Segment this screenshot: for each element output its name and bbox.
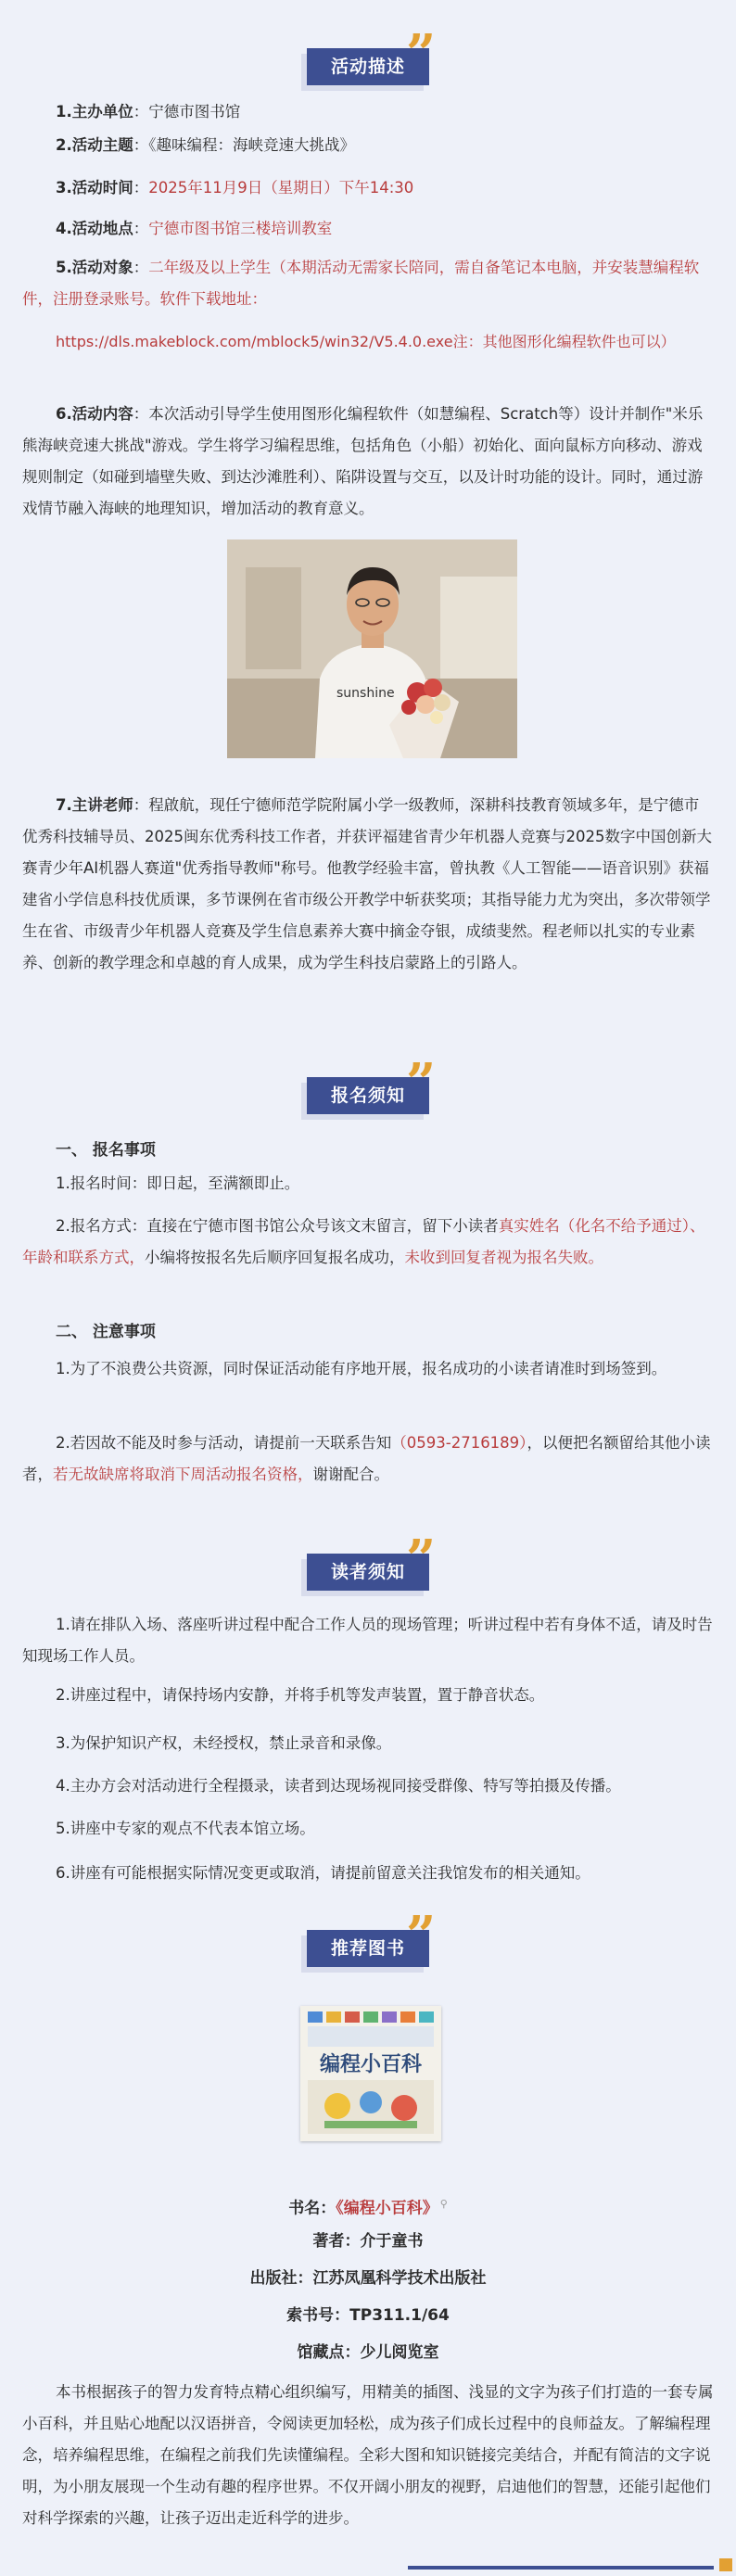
book-name-link[interactable]: 《编程小百科》 [336,2199,438,2218]
cover-title: 编程小百科 [319,2052,423,2076]
quote-mark-icon: ” [406,23,437,84]
quote-mark-icon: ” [406,1529,437,1590]
signup-item-2: 2.报名方式：直接在宁德市图书馆公众号该文末留言，留下小读者真实姓名（化名不给予通过）、年龄和联系方式，小编将按报名先后顺序回复报名成功，未收到回复者视为报名失败。 [22,1217,705,1266]
footer-divider [408,2566,714,2570]
reader-item-4: 4.主办方会对活动进行全程摄录，读者到达现场视同接受群像、特写等拍摄及传播。 [56,1777,621,1795]
organizer-line: 1.主办单位：宁德市图书馆 [56,103,241,121]
section-header-books [0,1905,736,1974]
notice-item-1: 1.为了不浪费公共资源，同时保证活动能有序地开展，报名成功的小读者请准时到场签到。 [56,1360,667,1377]
signup-item-1: 1.报名时间：即日起，至满额即止。 [56,1174,300,1192]
reader-item-1: 1.请在排队入场、落座听讲过程中配合工作人员的现场管理；听讲过程中若有身体不适，请及时告知现场工作人员。 [22,1616,713,1665]
book-cover [300,2006,441,2141]
teacher-line: 7.主讲老师：程啟航，现任宁德师范学院附属小学一级教师，深耕科技教育领域多年，是宁德市优秀科技辅导员、2025闽东优秀科技工作者，并获评福建省青少年机器人竞赛与2025数字中国创新大赛青少年AI机器人赛道"优秀指导教师"称号。他教学经验丰富，曾执教《人工智能——语音识别》获福建省小学信息科技优质课，多节课例在省市级公开教学中斩获奖项；其指导能力尤为突出，多次带领学生在省、市级青少年机器人竞赛及学生信息素养大赛中摘金夺银，成绩斐然。程老师以扎实的专业素养、创新的教学理念和卓越的育人成果，成为学生科技启蒙路上的引路人。 [22,796,712,971]
reader-item-2: 2.讲座过程中，请保持场内安静，并将手机等发声装置，置于静音状态。 [56,1686,545,1704]
download-line: https://dls.makeblock.com/mblock5/win32/V5.4.0.exe注：其他图形化编程软件也可以） [56,333,676,350]
shirt-text: sunshine [336,686,395,701]
book-author: 著者：介于童书 [312,2232,424,2251]
content-line: 6.活动内容：本次活动引导学生使用图形化编程软件（如慧编程、Scratch等）设计并制作"米乐熊海峡竞速大挑战"游戏。学生将学习编程思维，包括角色（小船）初始化、面向鼠标方向移动、游戏规则制定（如碰到墙壁失败、到达沙滩胜利）、陷阱设置与交互，以及计时功能的设计。同时，通过游戏情节融入海峡的地理知识，增加活动的教育意义。 [22,405,704,517]
book-description: 本书根据孩子的智力发育特点精心组织编写，用精美的插图、浅显的文字为孩子们打造的一套专属小百科，并且贴心地配以汉语拼音，令阅读更加轻松，成为孩子们成长过程中的良师益友。了解编程理念，培养编程思维，在编程之前我们先读懂编程。全彩大图和知识链接完美结合，并配有简洁的文字说明，为小朋友展现一个生动有趣的程序世界。不仅开阔小朋友的视野，启迪他们的智慧，还能引起他们对科学探索的兴趣，让孩子迈出走近科学的进步。 [22,2383,714,2527]
section-title: 推荐图书 [307,1930,429,1967]
section-title: 报名须知 [307,1077,429,1114]
theme-line: 2.活动主题：《趣味编程：海峡竞速大挑战》 [56,136,355,154]
place-line: 4.活动地点：宁德市图书馆三楼培训教室 [56,220,333,237]
section-header-reader [0,1529,736,1598]
signup-heading-2: 二、 注意事项 [56,1323,156,1341]
quote-mark-icon: ” [406,1905,437,1966]
search-icon[interactable]: ⚲ [439,2198,448,2210]
download-link[interactable]: https://dls.makeblock.com/mblock5/win32/V5.4.0.exe [56,333,453,350]
book-call-number: 索书号：TP311.1/64 [286,2306,450,2325]
reader-item-6: 6.讲座有可能根据实际情况变更或取消，请提前留意关注我馆发布的相关通知。 [56,1864,590,1882]
book-location: 馆藏点：少儿阅览室 [297,2343,439,2362]
target-line: 5.活动对象：二年级及以上学生（本期活动无需家长陪同，需自备笔记本电脑，并安装慧编程软件，注册登录账号。软件下载地址： [22,259,700,308]
section-header-activity [0,23,736,93]
quote-mark-icon: ” [406,1052,437,1113]
footer-square [719,2558,732,2571]
notice-item-2: 2.若因故不能及时参与活动，请提前一天联系告知（0593-2716189），以便把名额留给其他小读者，若无故缺席将取消下周活动报名资格，谢谢配合。 [22,1434,711,1483]
section-header-signup [0,1052,736,1122]
teacher-photo [227,539,517,758]
section-title: 读者须知 [307,1554,429,1591]
phone-number: （0593-2716189） [391,1434,527,1452]
section-title: 活动描述 [307,48,429,85]
time-line: 3.活动时间：2025年11月9日（星期日）下午14:30 [56,179,414,197]
book-publisher: 出版社：江苏凤凰科学技术出版社 [249,2269,487,2288]
signup-heading-1: 一、 报名事项 [56,1141,156,1160]
reader-item-5: 5.讲座中专家的观点不代表本馆立场。 [56,1820,315,1837]
reader-item-3: 3.为保护知识产权，未经授权，禁止录音和录像。 [56,1734,392,1752]
book-name-line: 书名：《编程小百科》 ⚲ [288,2198,448,2218]
